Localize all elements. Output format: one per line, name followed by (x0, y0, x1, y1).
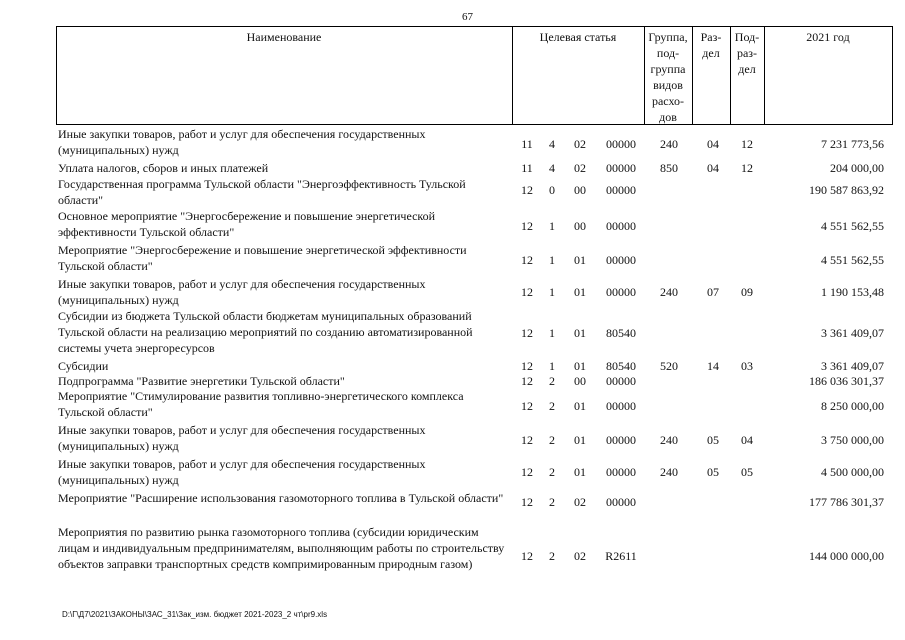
row-group: 240 (660, 285, 678, 299)
row-amount: 8 250 000,00 (821, 399, 884, 413)
table-divider (764, 26, 765, 125)
row-code-b: 2 (549, 549, 555, 563)
row-amount: 190 587 863,92 (809, 183, 884, 197)
table-row (56, 160, 892, 176)
row-section: 04 (707, 161, 719, 175)
row-name: Мероприятие "Расширение использования газомоторного топлива в Тульской области" (58, 491, 504, 505)
table-divider (512, 26, 513, 125)
row-group: 240 (660, 433, 678, 447)
header-group-line: группа (650, 62, 686, 76)
row-name: Субсидии (58, 359, 109, 373)
row-subsection: 12 (741, 161, 753, 175)
row-code-d: 00000 (606, 137, 636, 151)
row-code-c: 01 (574, 399, 586, 413)
row-section: 07 (707, 285, 719, 299)
header-section-line: Раз- (700, 30, 722, 44)
table-body (56, 126, 892, 590)
row-code-b: 2 (549, 495, 555, 509)
row-section: 14 (707, 359, 719, 373)
row-code-d: 80540 (606, 359, 636, 373)
row-subsection: 05 (741, 465, 753, 479)
header-group-line: Группа, (648, 30, 688, 44)
table-row (56, 308, 892, 358)
table-row (56, 208, 892, 242)
row-group: 850 (660, 161, 678, 175)
row-code-c: 00 (574, 374, 586, 388)
row-group: 240 (660, 137, 678, 151)
row-code-b: 1 (549, 219, 555, 233)
table-border (56, 26, 57, 125)
row-amount: 186 036 301,37 (809, 374, 884, 388)
row-name: Государственная программа Тульской области "Энергоэффективность Тульской области" (58, 177, 466, 207)
row-amount: 7 231 773,56 (821, 137, 884, 151)
row-code-b: 1 (549, 359, 555, 373)
header-group-line: под- (656, 46, 680, 60)
row-code-d: 80540 (606, 326, 636, 340)
header-subsection-line: Под- (734, 30, 760, 44)
row-code-a: 12 (521, 219, 533, 233)
page-number: 67 (462, 11, 473, 23)
row-code-c: 01 (574, 326, 586, 340)
table-border (892, 26, 893, 125)
row-code-d: 00000 (606, 253, 636, 267)
row-section: 05 (707, 465, 719, 479)
row-code-c: 01 (574, 359, 586, 373)
row-code-b: 2 (549, 465, 555, 479)
row-name: Субсидии из бюджета Тульской области бюджетам муниципальных образований Тульской области на реализацию мероприятий по созданию автоматизированной системы учета энергоресурсов (58, 309, 473, 355)
row-amount: 144 000 000,00 (809, 549, 884, 563)
row-code-d: 00000 (606, 374, 636, 388)
row-name: Иные закупки товаров, работ и услуг для обеспечения государственных (муниципальных) нужд (58, 457, 426, 487)
table-row (56, 358, 892, 373)
table-row (56, 242, 892, 276)
header-section (692, 27, 730, 124)
row-code-b: 4 (549, 137, 555, 151)
row-code-b: 4 (549, 161, 555, 175)
row-name: Иные закупки товаров, работ и услуг для обеспечения государственных (муниципальных) нужд (58, 127, 426, 157)
row-code-c: 02 (574, 137, 586, 151)
row-amount: 3 361 409,07 (821, 359, 884, 373)
row-name: Мероприятие "Стимулирование развития топливно-энергетического комплекса Тульской области" (58, 389, 464, 419)
row-amount: 4 551 562,55 (821, 253, 884, 267)
table-header (56, 26, 892, 125)
row-amount: 3 750 000,00 (821, 433, 884, 447)
row-code-c: 01 (574, 465, 586, 479)
table-row (56, 176, 892, 208)
row-amount: 4 551 562,55 (821, 219, 884, 233)
row-code-b: 2 (549, 433, 555, 447)
row-code-a: 12 (521, 399, 533, 413)
row-code-d: R2611 (605, 549, 637, 563)
row-code-d: 00000 (606, 219, 636, 233)
table-row (56, 373, 892, 388)
table-divider (692, 26, 693, 125)
row-code-a: 12 (521, 549, 533, 563)
row-code-b: 2 (549, 374, 555, 388)
row-code-a: 12 (521, 285, 533, 299)
row-code-a: 12 (521, 253, 533, 267)
row-code-a: 12 (521, 495, 533, 509)
row-subsection: 12 (741, 137, 753, 151)
table-row (56, 490, 892, 524)
header-subsection (730, 27, 764, 124)
row-code-c: 02 (574, 161, 586, 175)
row-code-d: 00000 (606, 285, 636, 299)
file-path-footer: D:\Г\Д7\2021\ЗАКОНЫ\ЗАС_31\Зак_изм. бюджет 2021-2023_2 чт\pr9.xls (62, 610, 328, 619)
row-code-c: 00 (574, 219, 586, 233)
row-name: Мероприятие "Энергосбережение и повышение энергетической эффективности Тульской области" (58, 243, 467, 273)
table-divider (644, 26, 645, 125)
row-code-c: 02 (574, 495, 586, 509)
row-code-a: 12 (521, 433, 533, 447)
row-code-b: 1 (549, 285, 555, 299)
header-name: Наименование (246, 30, 322, 44)
header-group-line: видов (653, 78, 683, 92)
row-amount: 3 361 409,07 (821, 326, 884, 340)
row-code-b: 1 (549, 253, 555, 267)
row-code-d: 00000 (606, 399, 636, 413)
row-code-d: 00000 (606, 183, 636, 197)
row-code-a: 12 (521, 374, 533, 388)
header-group-line: дов (659, 110, 677, 124)
header-year: 2021 год (806, 30, 850, 44)
header-section-line: дел (702, 46, 720, 60)
header-target-article: Целевая статья (539, 30, 617, 44)
row-code-a: 12 (521, 183, 533, 197)
row-subsection: 09 (741, 285, 753, 299)
table-row (56, 388, 892, 422)
header-subsection-line: раз- (736, 46, 758, 60)
row-code-c: 02 (574, 549, 586, 563)
row-code-c: 01 (574, 285, 586, 299)
row-name: Подпрограмма "Развитие энергетики Тульской области" (58, 374, 345, 388)
table-row (56, 126, 892, 160)
row-code-b: 1 (549, 326, 555, 340)
row-name: Уплата налогов, сборов и иных платежей (58, 161, 269, 175)
row-code-a: 12 (521, 359, 533, 373)
row-code-a: 11 (521, 161, 533, 175)
row-amount: 177 786 301,37 (809, 495, 884, 509)
row-amount: 204 000,00 (830, 161, 884, 175)
row-code-c: 01 (574, 253, 586, 267)
row-code-a: 12 (521, 465, 533, 479)
table-row (56, 456, 892, 490)
row-code-a: 11 (521, 137, 533, 151)
row-name: Иные закупки товаров, работ и услуг для обеспечения государственных (муниципальных) нужд (58, 423, 426, 453)
row-section: 05 (707, 433, 719, 447)
row-code-b: 0 (549, 183, 555, 197)
row-name: Основное мероприятие "Энергосбережение и повышение энергетической эффективности Тульской области" (58, 209, 436, 239)
row-code-d: 00000 (606, 465, 636, 479)
row-subsection: 03 (741, 359, 753, 373)
header-group-line: расхо- (651, 94, 685, 108)
header-group (644, 27, 692, 124)
row-group: 520 (660, 359, 678, 373)
table-row (56, 524, 892, 590)
table-divider (730, 26, 731, 125)
row-code-b: 2 (549, 399, 555, 413)
row-amount: 4 500 000,00 (821, 465, 884, 479)
row-code-d: 00000 (606, 433, 636, 447)
table-row (56, 276, 892, 308)
row-code-d: 00000 (606, 495, 636, 509)
row-subsection: 04 (741, 433, 753, 447)
row-name: Иные закупки товаров, работ и услуг для обеспечения государственных (муниципальных) нужд (58, 277, 426, 307)
table-row (56, 422, 892, 456)
row-name: Мероприятия по развитию рынка газомоторного топлива (субсидии юридическим лицам и индивидуальным предпринимателям, выполняющим работы по строительству объектов заправки транспортных средств компримированным природным газом) (58, 525, 505, 571)
header-subsection-line: дел (738, 62, 756, 76)
row-code-a: 12 (521, 326, 533, 340)
row-code-c: 00 (574, 183, 586, 197)
row-section: 04 (707, 137, 719, 151)
row-code-d: 00000 (606, 161, 636, 175)
row-group: 240 (660, 465, 678, 479)
row-amount: 1 190 153,48 (821, 285, 884, 299)
row-code-c: 01 (574, 433, 586, 447)
